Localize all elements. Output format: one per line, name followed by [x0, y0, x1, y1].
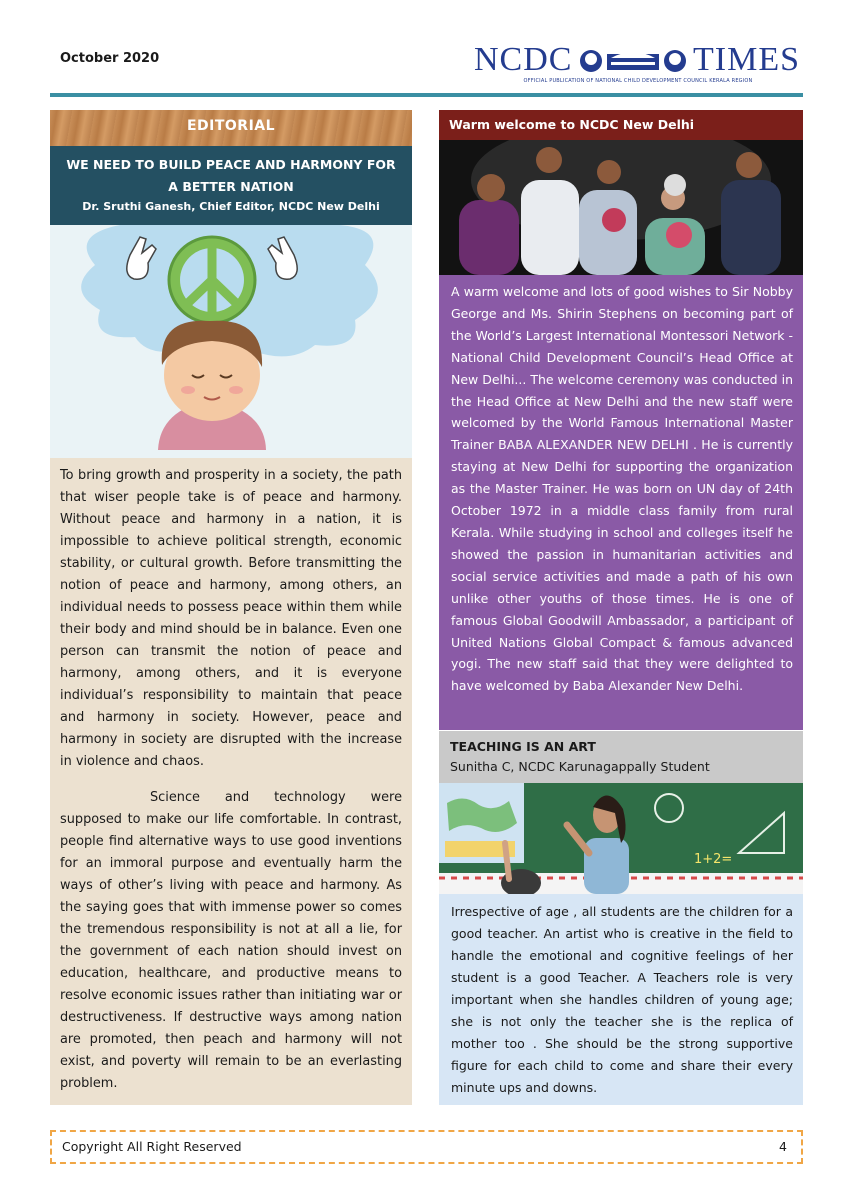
classroom-photo	[439, 783, 803, 894]
board-writing: 1+2=	[694, 852, 733, 867]
welcome-body: A warm welcome and lots of good wishes to Sir Nobby George and Ms. Shirin Stephens on becoming part of the World’s Largest International Montessori Network - National Child Development Council’s Head Office at New Delhi... The welcome ceremony was conducted in the Head Office at New Delhi and the new staff were welcomed by the World Famous International Master Trainer BABA ALEXANDER NEW DELHI . He is currently staying at New Delhi for supporting the organization as the Master Trainer. He was born on UN day of 24th October 1972 in a middle class family from rural Kerala. While studying in school and colleges itself he showed the passion in humanitarian activities and social service activities and made a path of his own unlike other youths of those times. He is one of famous Global Goodwill Ambassador, a participant of United Nations Global Compact & famous advanced yogi. The new staff said that they were delighted to have welcomed by Baba Alexander New Delhi.	[439, 275, 803, 730]
masthead-subtitle: OFFICIAL PUBLICATION OF NATIONAL CHILD DEVELOPMENT COUNCIL KERALA REGION	[523, 78, 753, 84]
editorial-paragraph: Science and technology were supposed to make our life comfortable. In contrast, people find alternative ways to use good inventions for an immoral purpose and eventually harm the ways of other’s living with peace and harmony. As the saying goes that with immense power so comes the tremendous responsibility is not at all a lie, for the government of each nation should invest on education, healthcare, and productive means to resolve economic issues rather than initiating war or destructiveness. If destructive ways among nation are promoted, then peach and harmony will not exist, and poverty will remain to be an everlasting problem.	[60, 790, 402, 1091]
peace-illustration	[50, 225, 412, 458]
copyright-text: Copyright All Right Reserved	[62, 1139, 242, 1154]
emblem-icon	[577, 44, 689, 76]
header-divider	[50, 93, 803, 97]
teaching-author: Sunitha C, NCDC Karunagappally Student	[450, 759, 710, 774]
welcome-heading: Warm welcome to NCDC New Delhi	[439, 110, 803, 140]
editorial-author: Dr. Sruthi Ganesh, Chief Editor, NCDC New Delhi	[82, 200, 380, 213]
masthead-logo	[474, 42, 800, 86]
masthead-left-word: NCDC	[474, 41, 573, 78]
issue-date: October 2020	[60, 51, 160, 66]
editorial-paragraph: To bring growth and prosperity in a society, the path that wiser people take is of peace and harmony. Without peace and harmony in a nation, it is impossible to achieve political strength, economic stability, or cultural growth. Before transmitting the notion of peace and harmony, among others, an individual needs to possess peace within them while their body and mind should be in balance. Even one person can transmit the notion of peace and harmony, among others, and it is everyone individual’s responsibility to maintain that peace and harmony in society. However, peace and harmony in society are disrupted with the increase in violence and chaos.	[60, 468, 402, 769]
teaching-body: Irrespective of age , all students are the children for a good teacher. An artist who is creative in the field to handle the emotional and cognitive feelings of her student is a good Teacher. A Teachers role is very important when she handles children of young age; she is not only the teacher she is the replica of mother too . She should be the strong supportive figure for each child to come and share their every minute ups and downs.	[439, 894, 803, 1105]
editorial-title-box	[50, 146, 412, 225]
masthead-right-word: TIMES	[693, 41, 800, 78]
editorial-label: EDITORIAL	[186, 118, 276, 134]
teaching-header	[439, 731, 803, 783]
editorial-title: WE NEED TO BUILD PEACE AND HARMONY FOR A BETTER NATION	[66, 157, 396, 194]
welcome-photo	[439, 140, 803, 275]
page-number: 4	[779, 1139, 787, 1154]
editorial-body	[60, 465, 402, 1109]
teaching-title: TEACHING IS AN ART	[450, 739, 596, 754]
editorial-column	[50, 110, 412, 1105]
page-footer	[50, 1130, 803, 1164]
